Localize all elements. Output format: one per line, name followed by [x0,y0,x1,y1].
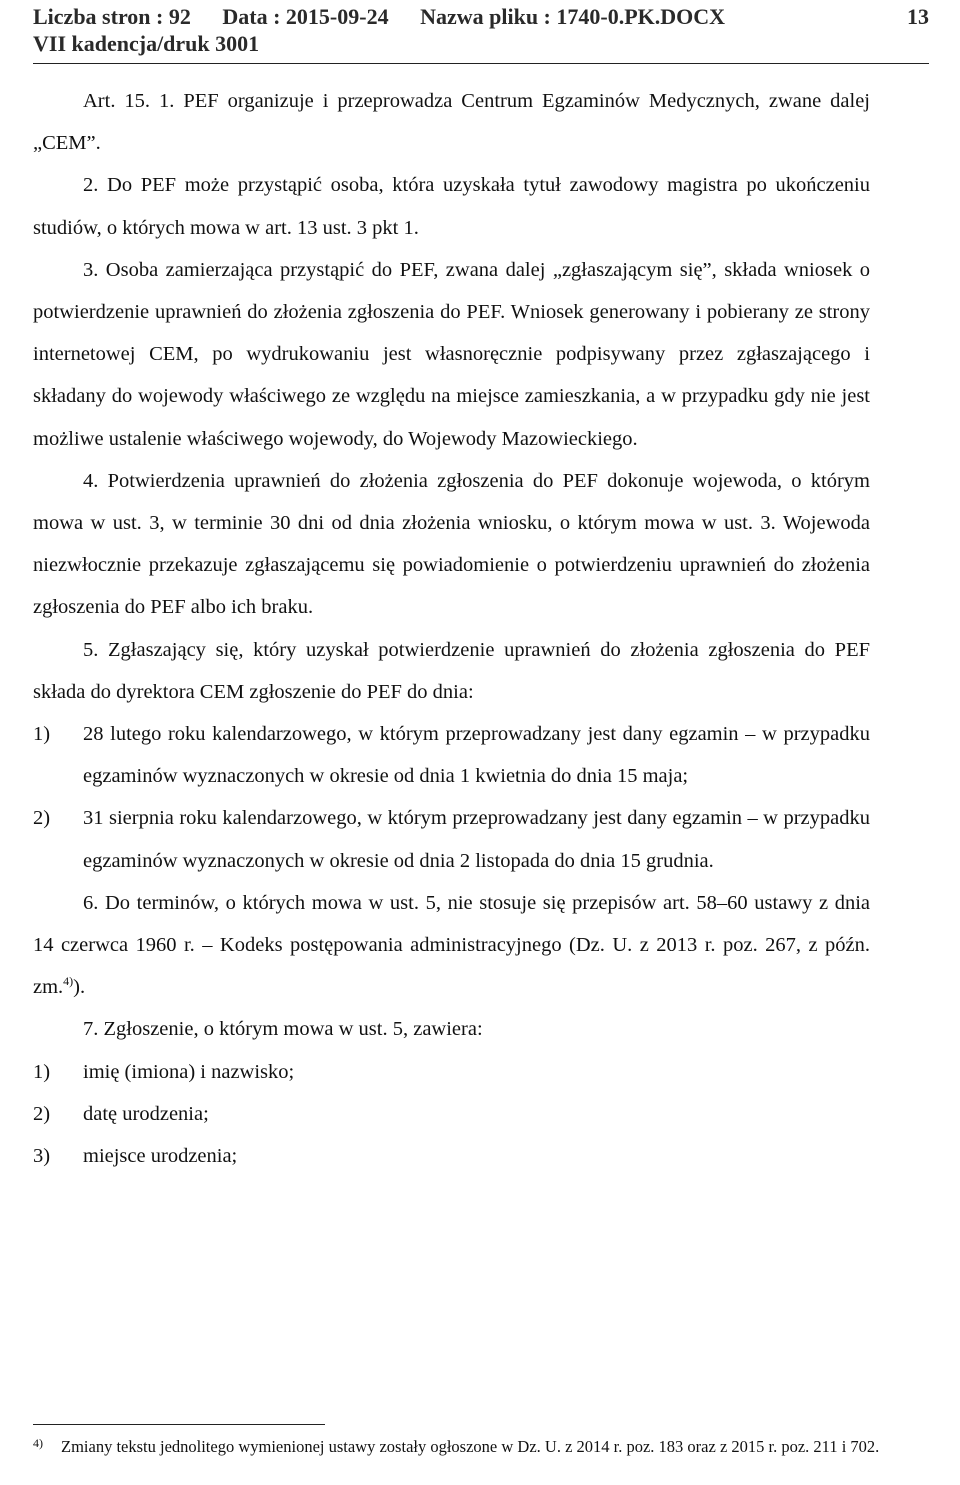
list-item-text: 28 lutego roku kalendarzowego, w którym przeprowadzany jest dany egzamin – w przypadku egzaminów wyznaczonych w okresie od dnia 1 kwietnia do dnia 15 maja; [83,723,870,788]
footnote [33,1436,893,1458]
footnote-reference[interactable]: 4) [63,974,74,989]
footnote-mark: 4) [33,1436,43,1450]
page-header [33,0,929,57]
paragraph-4: 4. Potwierdzenia uprawnień do złożenia zgłoszenia do PEF dokonuje wojewoda, o którym mowa w ust. 3, w terminie 30 dni od dnia złożenia wniosku, o którym mowa w ust. 3. Wojewoda niezwłocznie przekazuje zgłaszającemu się powiadomienie o potwierdzeniu uprawnień do złożenia zgłoszenia do PEF albo ich braku. [33,469,870,619]
page-count: Liczba stron : 92 [33,4,191,29]
article-15-paragraph-1: Art. 15. 1. PEF organizuje i przeprowadza Centrum Egzaminów Medycznych, zwane dalej „CEM”. [33,90,870,155]
page-number: 13 [907,4,929,29]
list-item-number: 1) [33,1060,51,1083]
list-item-number: 1) [33,723,51,746]
header-meta-row [33,0,929,30]
list-item-text: 31 sierpnia roku kalendarzowego, w którym przeprowadzany jest dany egzamin – w przypadku egzaminów wyznaczonych w okresie od dnia 2 listopada do dnia 15 grudnia. [83,807,870,872]
paragraph-3: 3. Osoba zamierzająca przystąpić do PEF, zwana dalej „zgłaszającym się”, składa wniosek o potwierdzenie uprawnień do złożenia zgłoszenia do PEF. Wniosek generowany i pobierany ze strony internetowej CEM, po wydrukowaniu jest własnoręcznie podpisywany przez zgłaszającego i składany do wojewody właściwego ze względu na miejsce zamieszkania, a w przypadku gdy nie jest możliwe ustalenie właściwego wojewody, do Wojewody Mazowieckiego. [33,258,870,450]
paragraph-6-text: 6. Do terminów, o których mowa w ust. 5, nie stosuje się przepisów art. 58–60 ustawy z dnia 14 czerwca 1960 r. – Kodeks postępowania administracyjnego (Dz. U. z 2013 r. poz. 267, z późn. zm. [33,891,870,999]
list-item [33,713,870,797]
footnote-text: Zmiany tekstu jednolitego wymienionej ustawy zostały ogłoszone w Dz. U. z 2014 r. poz. 183 oraz z 2015 r. poz. 211 i 702. [61,1437,880,1456]
paragraph-2: 2. Do PEF może przystąpić osoba, która uzyskała tytuł zawodowy magistra po ukończeniu studiów, o których mowa w art. 13 ust. 3 pkt 1. [33,174,870,239]
list-item [33,1051,870,1093]
document-date: Data : 2015-09-24 [222,4,389,29]
list-item [33,1135,870,1177]
list-item-text: miejsce urodzenia; [83,1145,238,1168]
list-item-number: 3) [33,1145,51,1168]
paragraph-6 [33,882,870,1009]
list-item-number: 2) [33,807,51,830]
paragraph-6-end: ). [73,976,86,999]
list-item [33,797,870,881]
list-item-text: datę urodzenia; [83,1102,209,1125]
paragraph-5: 5. Zgłaszający się, który uzyskał potwierdzenie uprawnień do złożenia zgłoszenia do PEF składa do dyrektora CEM zgłoszenie do PEF do dnia: [33,638,870,703]
footnote-divider [33,1424,325,1425]
header-divider [33,63,929,64]
list-item-text: imię (imiona) i nazwisko; [83,1060,295,1083]
file-name: Nazwa pliku : 1740-0.PK.DOCX [420,4,726,29]
list-item-number: 2) [33,1102,51,1125]
kadencja-label: VII kadencja/druk 3001 [33,31,260,56]
document-body [33,80,870,1177]
paragraph-7: 7. Zgłoszenie, o którym mowa w ust. 5, zawiera: [83,1018,483,1041]
list-item [33,1093,870,1135]
